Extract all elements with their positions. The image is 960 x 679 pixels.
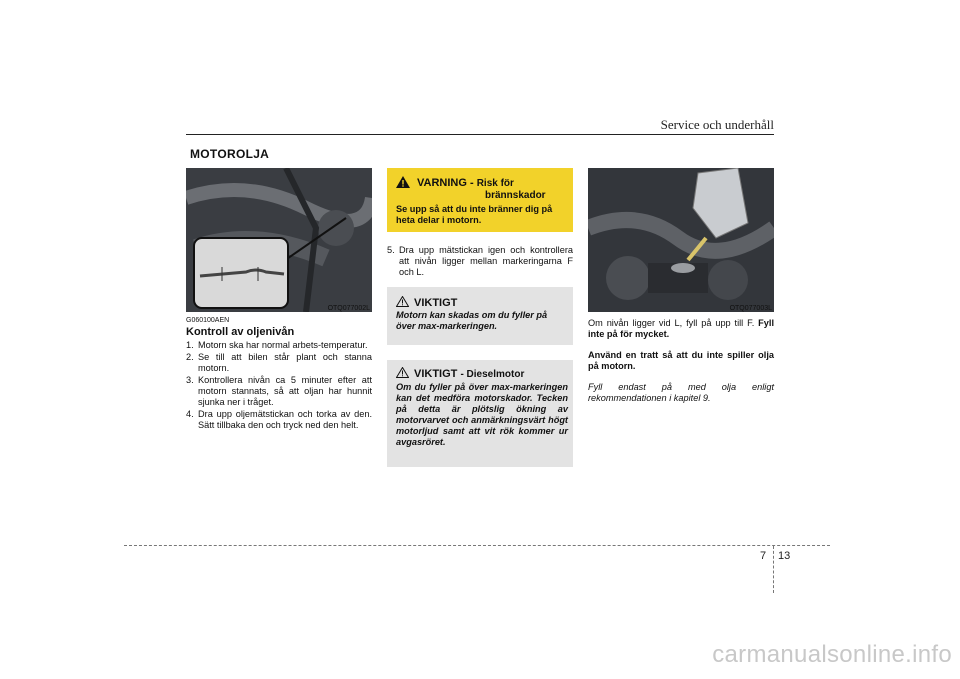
warning-title	[417, 177, 514, 189]
step-number: 3.	[186, 375, 194, 385]
step-number: 4.	[186, 409, 194, 419]
step-number: 2.	[186, 352, 194, 362]
warning-triangle-icon	[396, 176, 410, 188]
step-text: Motorn ska har normal arbets-temperatur.	[198, 340, 368, 350]
fill-instruction-text: Om nivån ligger vid L, fyll på upp till F.	[588, 318, 755, 328]
step-4	[186, 409, 372, 431]
photo-caption-right: OTQ077003L	[729, 305, 772, 312]
photo-caption-left: OTQ077002L	[327, 305, 370, 312]
engine-dipstick-photo	[186, 168, 372, 312]
funnel-instruction	[588, 350, 774, 372]
running-header: Service och underhåll	[660, 117, 774, 132]
footer-vertical-rule	[773, 546, 774, 593]
diesel-notice-title-main: VIKTIGT	[414, 368, 458, 380]
fill-instruction	[588, 318, 774, 340]
step-2	[186, 352, 372, 374]
warning-title-main: VARNING -	[417, 177, 474, 189]
step-3	[186, 375, 372, 408]
fill-instruction-bold: Fyll inte på för mycket.	[588, 318, 774, 339]
diesel-notice-title-sub: - Dieselmotor	[460, 369, 525, 380]
chapter-number: 7	[760, 550, 767, 562]
section-title: MOTOROLJA	[190, 147, 270, 161]
warning-title-line2	[485, 189, 546, 201]
oil-recommendation: Fyll endast på med olja enligt rekommendationen i kapitel 9.	[588, 382, 774, 403]
funnel-instruction-bold: Använd en tratt så att du inte spiller olja på motorn.	[588, 350, 774, 371]
right-column-text	[588, 318, 774, 404]
warning-text: Se upp så att du inte bränner dig på heta delar i motorn.	[396, 204, 553, 225]
diesel-notice-text: Om du fyller på över max-markeringen kan det medföra motorskador. Tecken på detta är plötslig ökning av motorvarvet och anmärkningsvärt högt motorljud samt att vit rök kommer ur avgasröret.	[396, 382, 568, 447]
step-text: Dra upp oljemätstickan och torka av den. Sätt tillbaka den och tryck ned den helt.	[198, 409, 372, 430]
warning-box-burns	[387, 168, 573, 232]
step-number: 1.	[186, 340, 194, 350]
caution-triangle-icon	[396, 296, 409, 307]
header-rule	[186, 134, 774, 135]
subheading-oil-level: Kontroll av oljenivån	[186, 326, 295, 338]
page-number: 13	[778, 550, 791, 562]
warning-title-sub: Risk för	[476, 178, 514, 189]
step-text: Kontrollera nivån ca 5 minuter efter att motorn stannats, så att oljan har hunnit sjunka ner i tråget.	[198, 375, 372, 407]
step-5	[387, 245, 573, 279]
warning-title-sub-2: brännskador	[485, 190, 546, 201]
step-number: 5.	[387, 245, 395, 255]
notice-box-diesel	[387, 360, 573, 467]
diesel-notice-title	[414, 368, 524, 380]
step-1	[186, 340, 372, 351]
watermark: carmanualsonline.info	[712, 641, 952, 668]
notice-box-overfill	[387, 287, 573, 345]
oil-fill-photo	[588, 168, 774, 312]
section-code: G060100AEN	[186, 317, 230, 324]
footer-dashed-rule	[124, 545, 830, 546]
notice-title: VIKTIGT	[414, 297, 458, 309]
notice-text: Motorn kan skadas om du fyller på över max-markeringen.	[396, 310, 548, 331]
step-text: Se till att bilen står plant och stanna motorn.	[198, 352, 372, 373]
steps-list	[186, 340, 372, 431]
left-column-text	[186, 317, 372, 432]
step-text: Dra upp mätstickan igen och kontrollera att nivån ligger mellan markeringarna F och L.	[399, 245, 573, 277]
caution-triangle-icon	[396, 367, 409, 378]
